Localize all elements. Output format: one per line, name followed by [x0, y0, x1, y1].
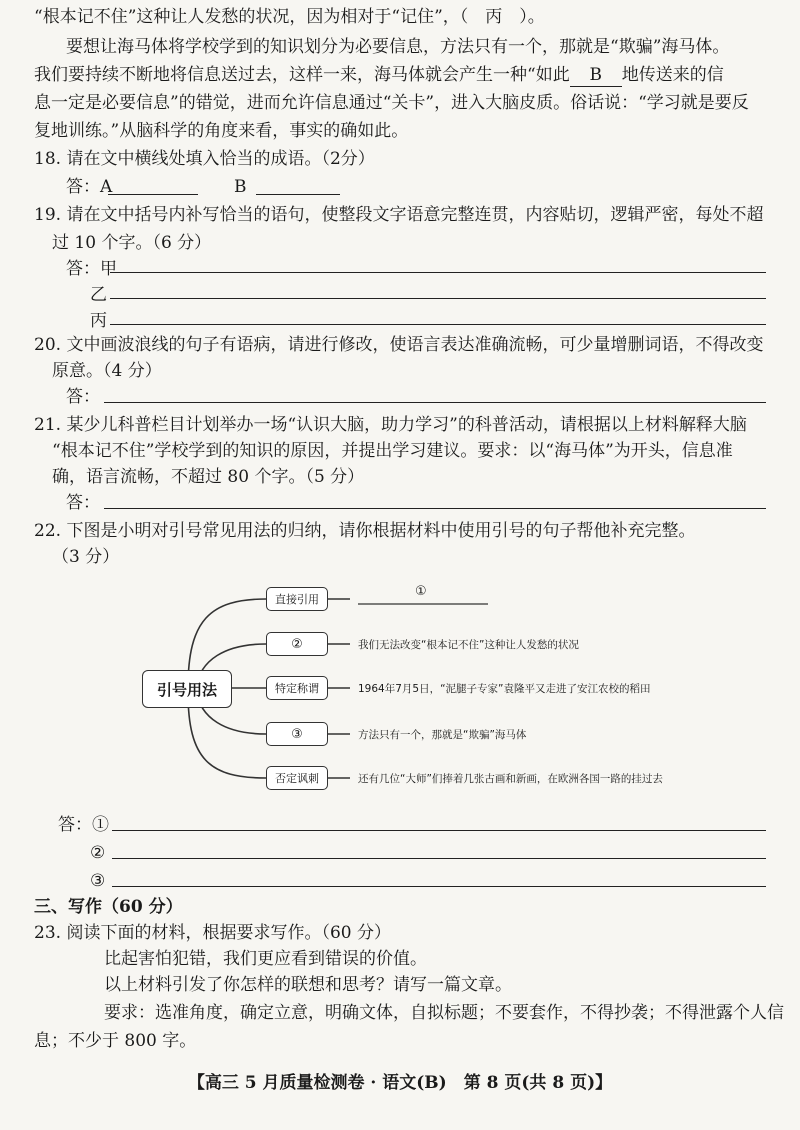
branch-irony: 否定讽刺: [266, 766, 328, 790]
example-5: 还有几位“大师”们捧着几张古画和新画，在欧洲各国一路的挂过去: [358, 773, 663, 785]
q22-answer-1-label: 答：①: [58, 815, 109, 835]
q20-stem-1: 20. 文中画波浪线的句子有语病，请进行修改，使语言表达准确流畅，可少量增删词语，不得改变: [34, 335, 764, 355]
passage-line-3a: 我们要持续不断地将信息送过去，这样一来，海马体就会产生一种“如此: [34, 65, 570, 85]
q19-answer-jia-label: 答：甲: [66, 259, 117, 279]
passage-line-1: “根本记不住”这种让人发愁的状况，因为相对于“记住”，（ 丙 ）。: [34, 7, 545, 27]
q22-answer-3-line[interactable]: [112, 886, 766, 887]
passage-line-2: 要想让海马体将学校学到的知识划分为必要信息，方法只有一个，那就是“欺骗”海马体。: [66, 37, 730, 57]
branch-special-title: 特定称谓: [266, 676, 328, 700]
branch-blank-2: ②: [266, 632, 328, 656]
q23-stem: 23. 阅读下面的材料，根据要求写作。（60 分）: [34, 923, 391, 943]
section-3-title: 三、写作（60 分）: [34, 897, 183, 917]
q23-material: 比起害怕犯错，我们更应看到错误的价值。: [104, 949, 427, 969]
q23-prompt: 以上材料引发了你怎样的联想和思考？请写一篇文章。: [104, 975, 512, 995]
example-3: 1964年7月5日，“泥腿子专家”袁隆平又走进了安江农校的稻田: [358, 683, 651, 695]
example-4: 方法只有一个，那就是“欺骗”海马体: [358, 729, 527, 741]
passage-line-5: 复地训练。”从脑科学的角度来看，事实的确如此。: [34, 121, 409, 141]
passage-line-3b: 地传送来的信: [621, 65, 724, 85]
q22-answer-2-label: ②: [90, 843, 106, 863]
q18-blank-a[interactable]: [108, 194, 198, 195]
q19-answer-yi-line[interactable]: [110, 298, 766, 299]
passage-line-4: 息一定是必要信息”的错觉，进而允许信息通过“关卡”，进入大脑皮质。俗话说：“学习就是要反: [34, 93, 749, 113]
q19-answer-bing-line[interactable]: [110, 324, 766, 325]
q19-answer-bing-label: 丙: [90, 311, 107, 331]
q22-answer-1-line[interactable]: [112, 830, 766, 831]
q21-stem-3: 确，语言流畅，不超过 80 个字。（5 分）: [52, 467, 365, 487]
q20-stem-2: 原意。（4 分）: [52, 361, 162, 381]
q22-stem-1: 22. 下图是小明对引号常见用法的归纳，请你根据材料中使用引号的句子帮他补充完整。: [34, 521, 696, 541]
q19-stem-2: 过 10 个字。（6 分）: [52, 233, 212, 253]
q19-stem-1: 19. 请在文中括号内补写恰当的语句，使整段文字语意完整连贯，内容贴切，逻辑严密，每处不超: [34, 205, 764, 225]
q22-answer-2-line[interactable]: [112, 858, 766, 859]
q20-answer-line[interactable]: [104, 402, 766, 403]
example-1-blank-marker: ①: [415, 584, 427, 599]
q19-answer-jia-line[interactable]: [110, 272, 766, 273]
q22-answer-3-label: ③: [90, 871, 106, 891]
q23-requirements-1: 要求：选准角度，确定立意，明确文体，自拟标题；不要套作，不得抄袭；不得泄露个人信: [104, 1003, 784, 1023]
q18-answer-a-label: 答：A: [66, 177, 113, 197]
q23-requirements-2: 息；不少于 800 字。: [34, 1031, 197, 1051]
page-footer: 【高三 5 月质量检测卷 · 语文(B) 第 8 页(共 8 页)】: [187, 1073, 613, 1093]
q21-stem-1: 21. 某少儿科普栏目计划举办一场“认识大脑，助力学习”的科普活动，请根据以上材料解释大脑: [34, 415, 747, 435]
branch-direct-quote: 直接引用: [266, 587, 328, 611]
mindmap-root: 引号用法: [142, 670, 232, 708]
q21-answer-label: 答：: [66, 493, 100, 513]
q22-stem-2: （3 分）: [52, 547, 120, 567]
q18-blank-b[interactable]: [256, 194, 340, 195]
example-2: 我们无法改变“根本记不住”这种让人发愁的状况: [358, 639, 579, 651]
q18-stem: 18. 请在文中横线处填入恰当的成语。（2分）: [34, 149, 375, 169]
q21-answer-line[interactable]: [104, 508, 766, 509]
q21-stem-2: “根本记不住”学校学到的知识的原因，并提出学习建议。要求：以“海马体”为开头，信息准: [52, 441, 733, 461]
q18-answer-b-label: B: [234, 177, 247, 197]
branch-blank-3: ③: [266, 722, 328, 746]
blank-b: B: [570, 64, 622, 87]
passage-line-3: [34, 64, 724, 87]
q20-answer-label: 答：: [66, 387, 100, 407]
q19-answer-yi-label: 乙: [90, 285, 107, 305]
